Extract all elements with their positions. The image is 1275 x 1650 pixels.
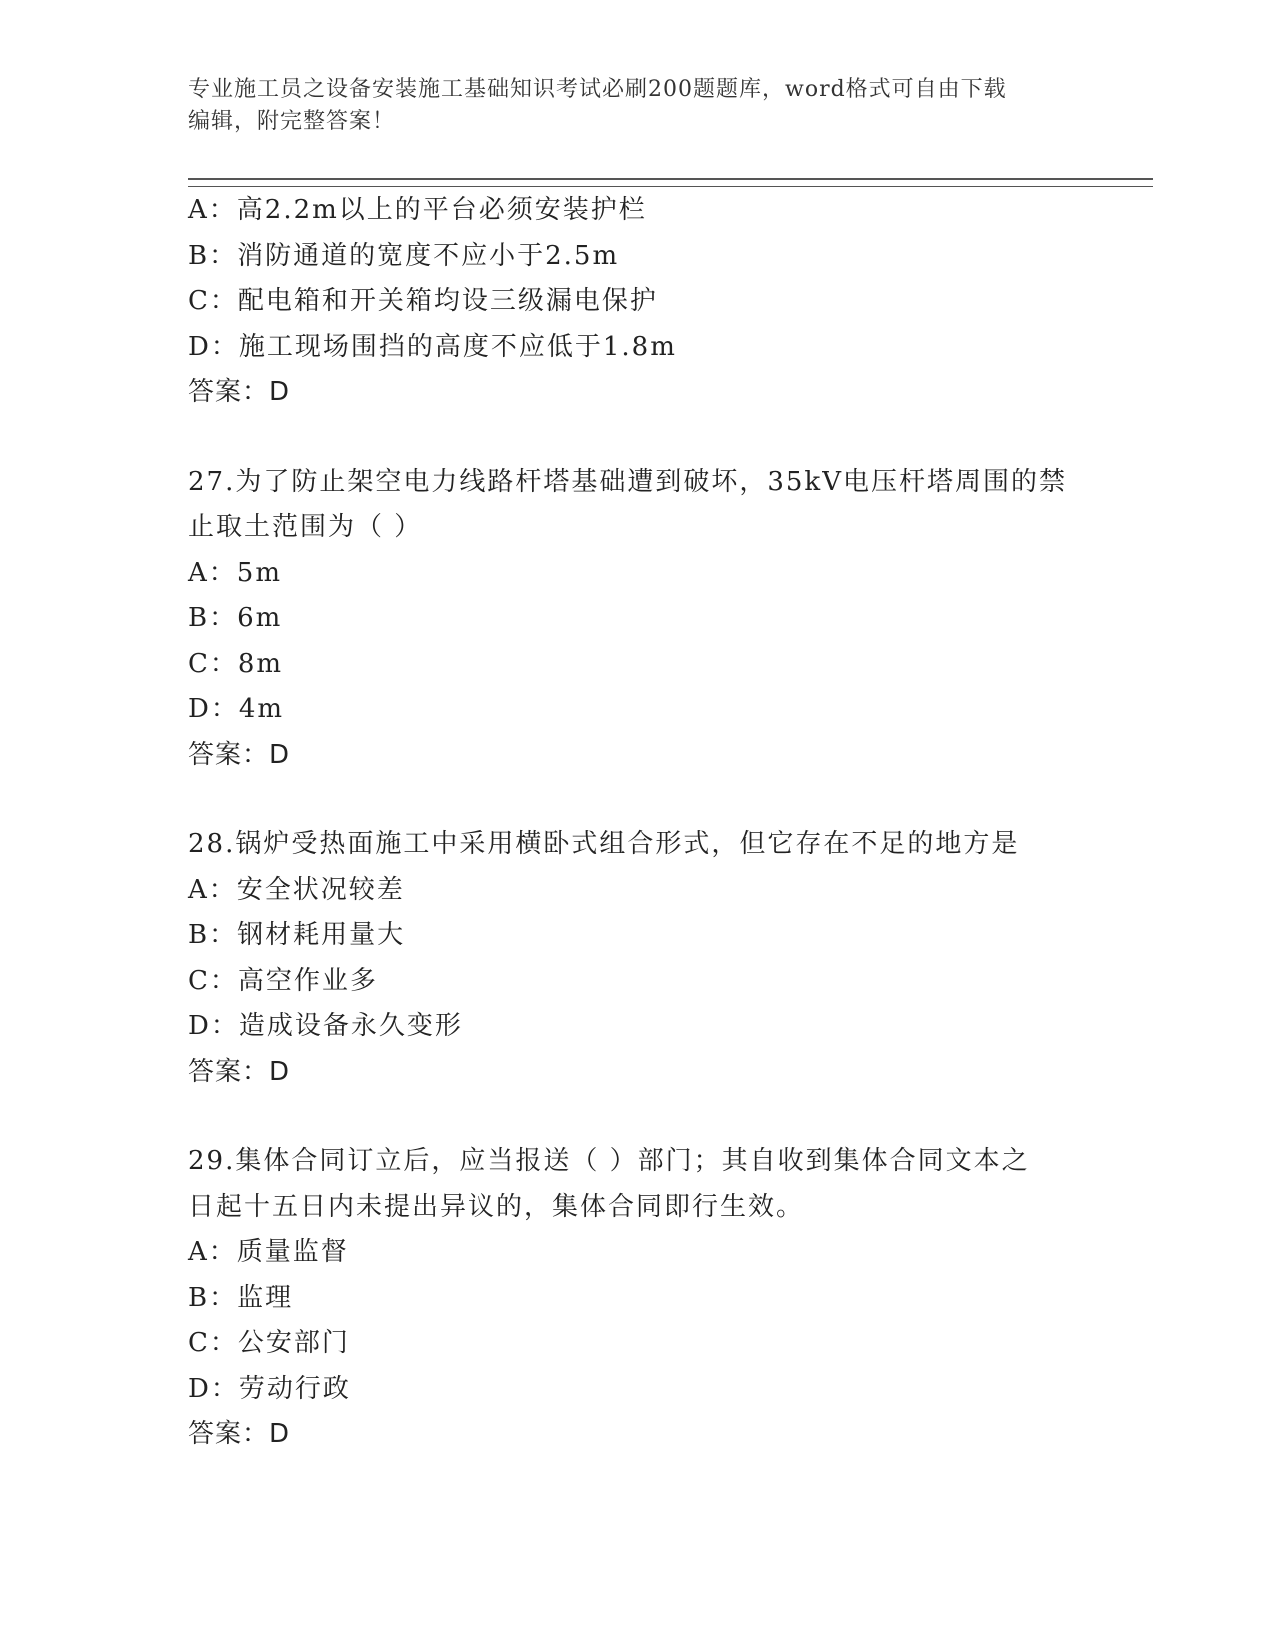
option-a: A：5m bbox=[188, 557, 282, 588]
header-divider bbox=[188, 178, 1153, 187]
option-c: C：高空作业多 bbox=[188, 965, 378, 996]
answer-line: 答案：D bbox=[188, 1056, 291, 1087]
option-d: D：施工现场围挡的高度不应低于1.8m bbox=[188, 331, 677, 362]
option-a: A：高2.2m以上的平台必须安装护栏 bbox=[188, 195, 647, 225]
option-c: C：公安部门 bbox=[188, 1328, 350, 1358]
question-block-28 bbox=[188, 822, 1108, 1095]
answer-line: 答案：D bbox=[188, 739, 291, 770]
option-a: A：质量监督 bbox=[188, 1237, 349, 1267]
option-d: D：4m bbox=[188, 694, 285, 724]
answer-line: 答案：D bbox=[188, 1419, 291, 1449]
option-c: C：8m bbox=[188, 648, 284, 679]
option-b: B：监理 bbox=[188, 1282, 294, 1313]
option-d: D：劳动行政 bbox=[188, 1373, 351, 1404]
question-stem-line: 止取土范围为（ ） bbox=[188, 512, 423, 542]
option-b: B：6m bbox=[188, 603, 283, 633]
question-stem-line: 29.集体合同订立后，应当报送（ ）部门；其自收到集体合同文本之 bbox=[188, 1146, 1030, 1176]
answer-line: 答案：D bbox=[188, 377, 291, 407]
option-c: C：配电箱和开关箱均设三级漏电保护 bbox=[188, 286, 658, 316]
question-block-29 bbox=[188, 1139, 1108, 1458]
question-block-26 bbox=[188, 188, 1108, 416]
option-d: D：造成设备永久变形 bbox=[188, 1011, 463, 1041]
document-header bbox=[188, 74, 1088, 138]
header-line-1: 专业施工员之设备安装施工基础知识考试必刷200题题库，word格式可自由下载 bbox=[188, 77, 1007, 102]
option-b: B：钢材耗用量大 bbox=[188, 920, 406, 950]
question-stem-line: 日起十五日内未提出异议的，集体合同即行生效。 bbox=[188, 1191, 805, 1222]
question-list bbox=[188, 188, 1108, 1458]
question-block-27 bbox=[188, 460, 1108, 779]
question-stem-line: 27.为了防止架空电力线路杆塔基础遭到破坏，35kV电压杆塔周围的禁 bbox=[188, 466, 1067, 497]
option-a: A：安全状况较差 bbox=[188, 874, 405, 905]
question-stem-line: 28.锅炉受热面施工中采用横卧式组合形式，但它存在不足的地方是 bbox=[188, 829, 1020, 859]
option-b: B：消防通道的宽度不应小于2.5m bbox=[188, 240, 620, 271]
header-line-2: 编辑，附完整答案！ bbox=[188, 109, 396, 134]
